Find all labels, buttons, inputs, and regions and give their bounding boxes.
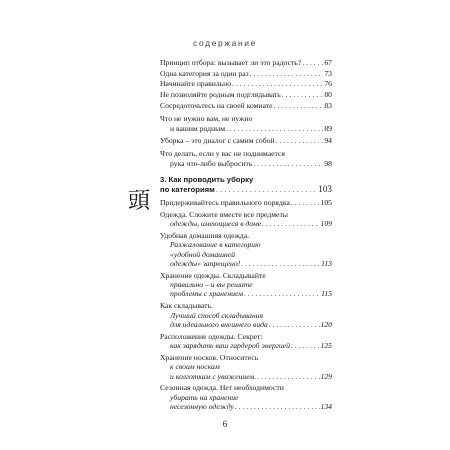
toc-entry[interactable]: Что делать, если у вас не поднимается рука что-либо выбросить . . . 98 — [160, 149, 332, 168]
page-number: 6 — [222, 420, 228, 430]
toc-entry[interactable]: Начинайте правильно . . . 76 — [160, 79, 332, 88]
toc-entry[interactable]: Удобная домашняя одежда. Разжалование в категорию «удобной домашней одежды» запрещено! . . . 113 — [160, 231, 332, 268]
toc-entry[interactable]: Придерживайтесь правильного порядка . . . 105 — [160, 198, 332, 207]
toc-entry[interactable]: Уборка – это диалог с самим собой . . . 94 — [160, 136, 332, 145]
toc-entry[interactable]: Сезонная одежда. Нет необходимости убирать на хранение несезонную одежду . . . 134 — [160, 383, 332, 411]
toc-entry[interactable]: Как складывать. Лучший способ складывания для идеального внешнего вида . . . 120 — [160, 301, 332, 329]
chapter-glyph: 頭 — [128, 189, 151, 215]
toc-entry[interactable]: Одежда. Сложите вместе все предметы одежды, имеющиеся в доме . . . 109 — [160, 210, 332, 229]
toc-entry[interactable]: Одна категория за один раз . . . 73 — [160, 69, 332, 78]
toc-entry[interactable]: Расположение одежды. Секрет: как зарядить ваш гардероб энергией . . . 125 — [160, 332, 332, 351]
toc-entry[interactable]: Хранение носков. Относитесь к своим носкам и колготкам с уважением. . . . 129 — [160, 353, 332, 381]
toc-entry[interactable]: Что не нужно вам, не нужно и вашим родным . . . 89 — [160, 114, 332, 133]
toc-entry[interactable]: Сосредоточьтесь на своей комнате . . . 83 — [160, 101, 332, 110]
chapter-heading[interactable]: 3. Как проводить уборку по категориям . . . 103 — [160, 175, 332, 194]
running-head: содержание — [193, 38, 257, 48]
toc-entry[interactable]: Хранение одежды. Складывайте правильно – и вы решите проблемы с хранением . . . 115 — [160, 271, 332, 299]
toc-entry[interactable]: Не позволяйте родным подглядывать . . . 80 — [160, 90, 332, 99]
toc-entry[interactable]: Принцип отбора: вызывает ли это радость? . . . 67 — [160, 58, 332, 67]
